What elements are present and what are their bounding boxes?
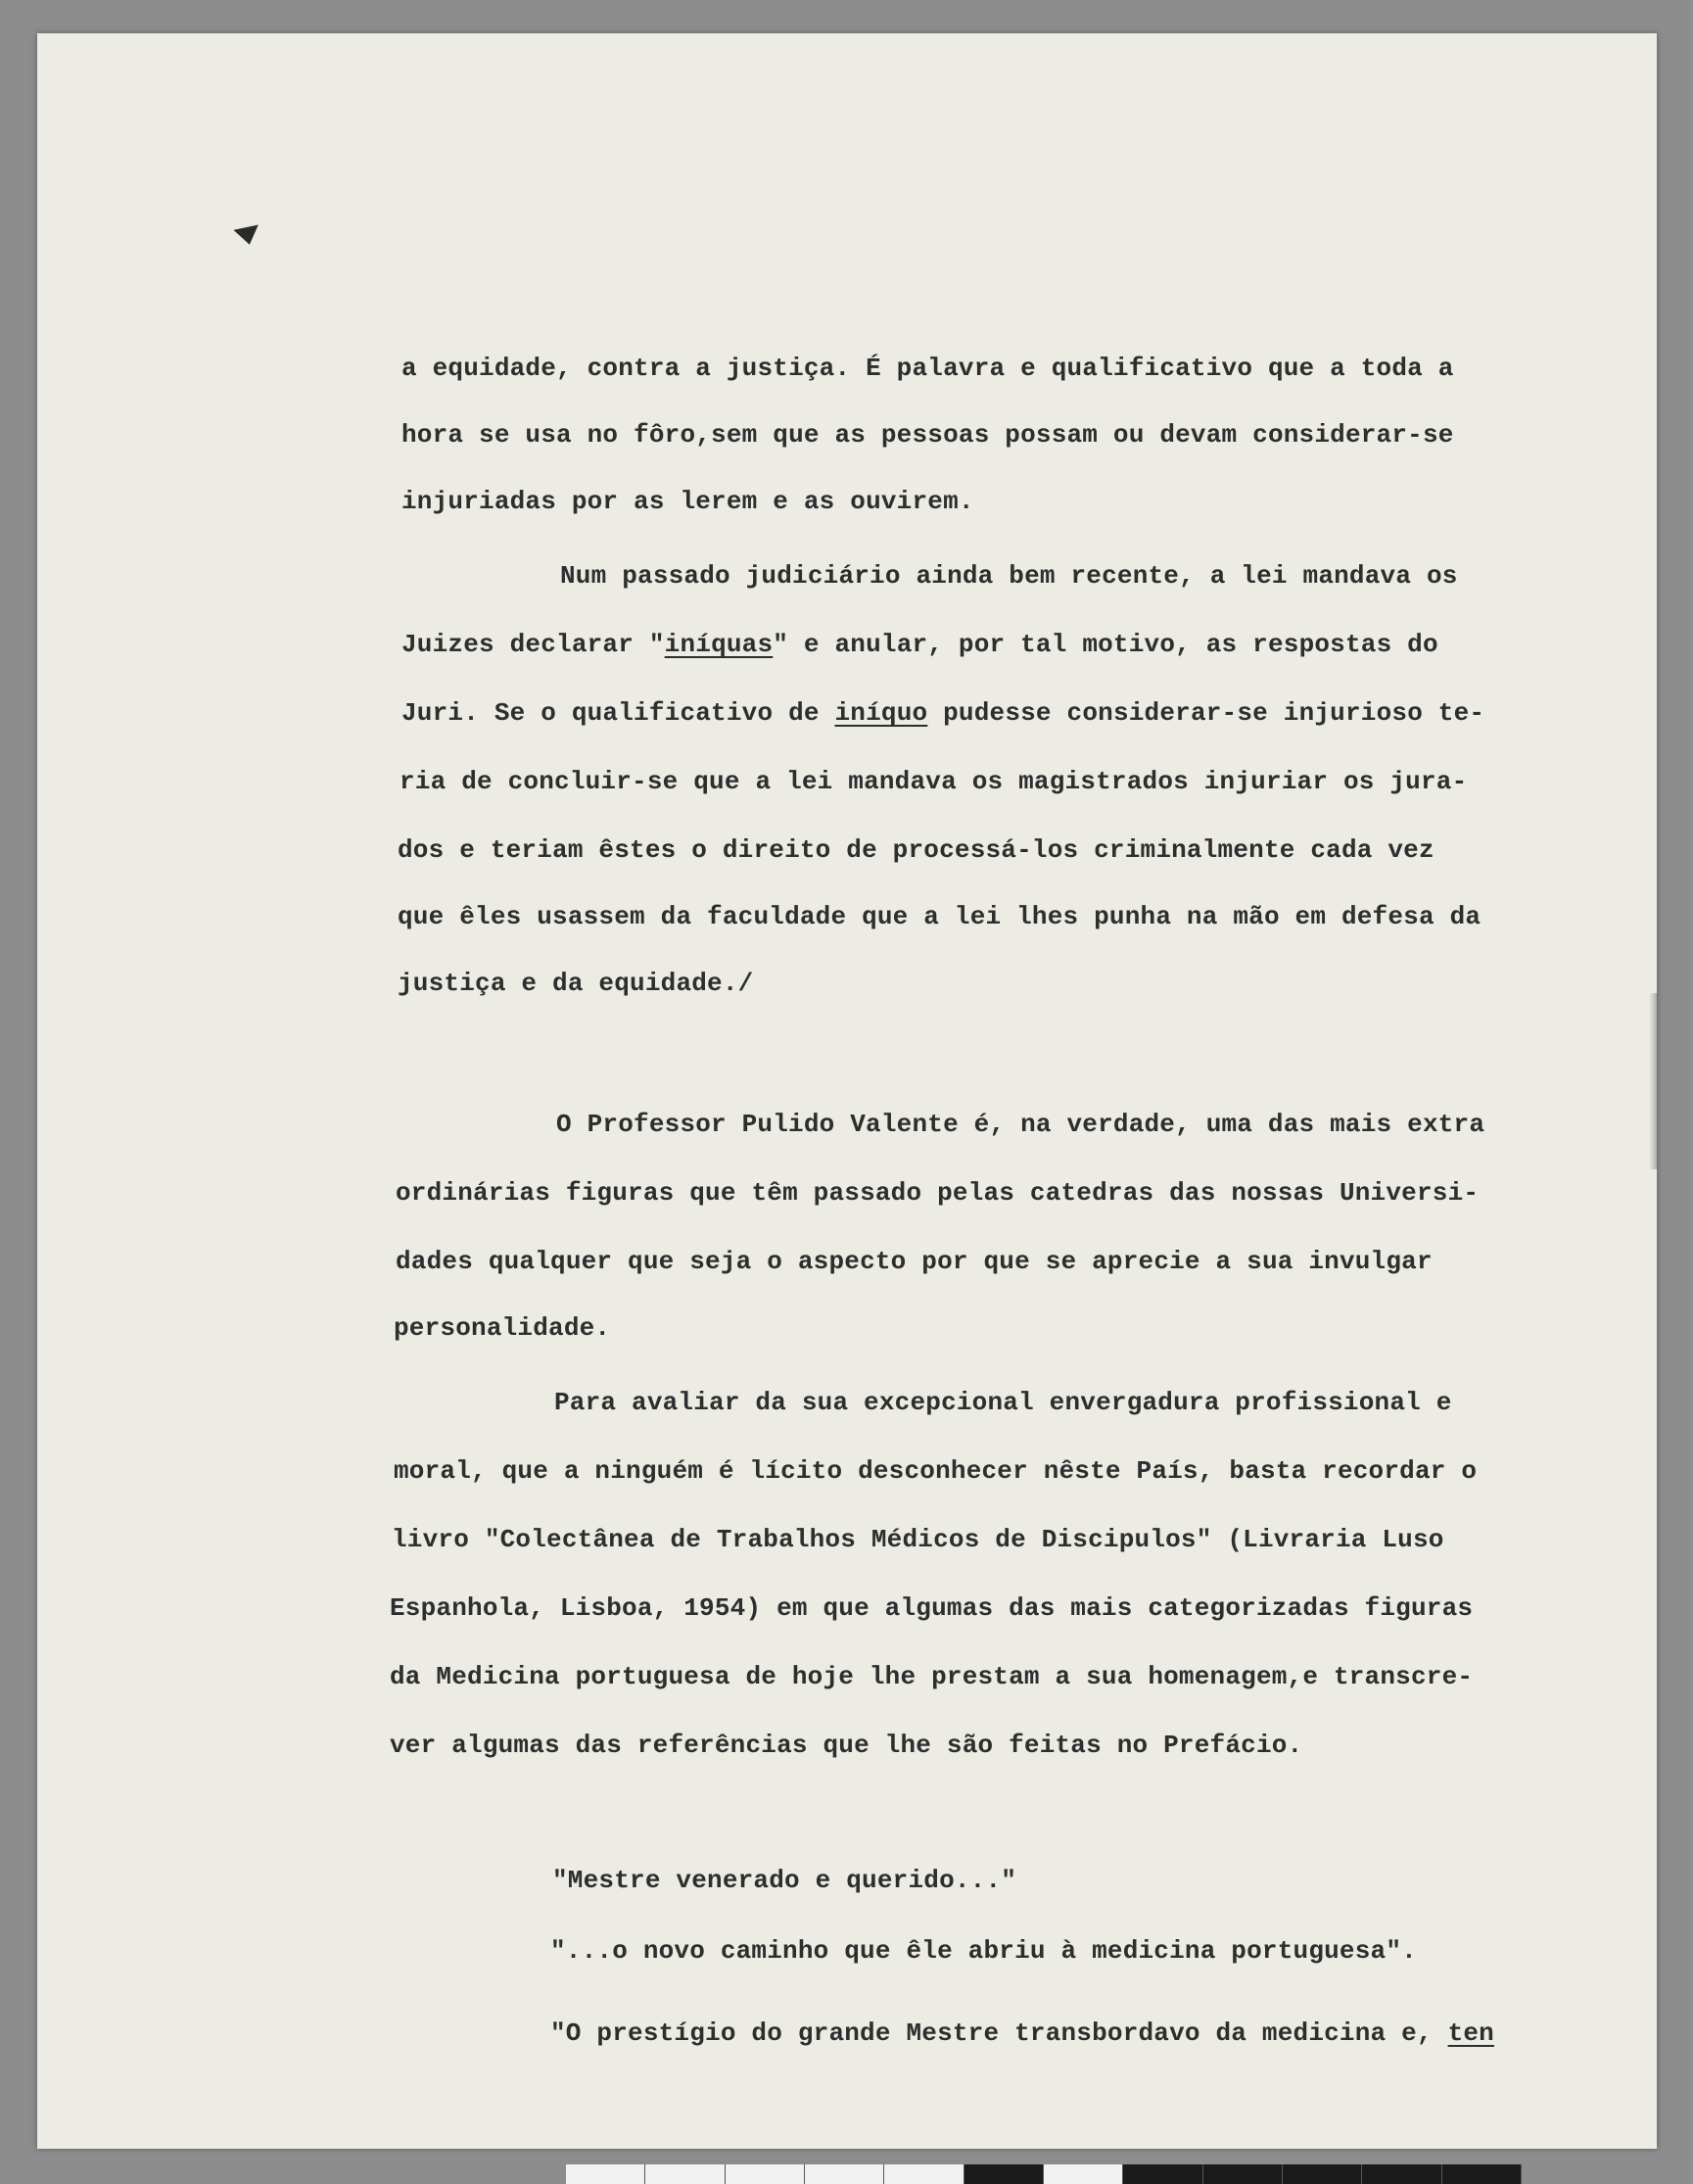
scale-segment	[1123, 2164, 1202, 2184]
scale-segment	[726, 2164, 805, 2184]
text-segment: pudesse considerar-se injurioso te-	[927, 698, 1485, 728]
text-line: injuriadas por as lerem e as ouvirem.	[401, 487, 974, 516]
text-line: O Professor Pulido Valente é, na verdade, uma das mais extra	[556, 1110, 1485, 1139]
text-segment: Juri. Se o qualificativo de	[401, 698, 835, 728]
text-line: a equidade, contra a justiça. É palavra e qualificativo que a toda a	[401, 354, 1454, 383]
text-line: da Medicina portuguesa de hoje lhe prestam a sua homenagem,e transcre-	[390, 1662, 1474, 1691]
text-line: justiça e da equidade./	[398, 969, 754, 998]
text-segment: "O prestígio do grande Mestre transbordavo da medicina e,	[550, 2018, 1448, 2048]
scale-segment	[1362, 2164, 1441, 2184]
text-line: Espanhola, Lisboa, 1954) em que algumas das mais categorizadas figuras	[390, 1593, 1474, 1623]
quote-line	[550, 2018, 1494, 2049]
underlined-word: iníquas	[664, 630, 774, 659]
text-line: Num passado judiciário ainda bem recente, a lei mandava os	[560, 561, 1458, 591]
text-line: personalidade.	[394, 1313, 611, 1343]
scale-segment	[645, 2164, 725, 2184]
scan-scale-bar	[566, 2164, 1522, 2184]
underlined-word: iníquo	[834, 698, 928, 728]
text-line: dos e teriam êstes o direito de processá-los criminalmente cada vez	[398, 835, 1434, 865]
text-line: hora se usa no fôro,sem que as pessoas possam ou devam considerar-se	[401, 420, 1454, 450]
quote-line: "...o novo caminho que êle abriu à medicina portuguesa".	[550, 1936, 1417, 1966]
text-line: ver algumas das referências que lhe são feitas no Prefácio.	[390, 1731, 1303, 1760]
scale-segment	[964, 2164, 1044, 2184]
text-line: que êles usassem da faculdade que a lei lhes punha na mão em defesa da	[398, 902, 1481, 931]
text-line: dades qualquer que seja o aspecto por que se aprecie a sua invulgar	[396, 1247, 1433, 1276]
quote-line: "Mestre venerado e querido..."	[552, 1866, 1017, 1895]
page-edge-shadow	[1649, 993, 1657, 1169]
text-segment: " e anular, por tal motivo, as respostas do	[773, 630, 1438, 659]
scale-segment	[1442, 2164, 1522, 2184]
scale-segment	[1203, 2164, 1283, 2184]
typed-page	[37, 33, 1657, 2149]
text-line	[401, 697, 1484, 729]
text-line: Para avaliar da sua excepcional envergadura profissional e	[554, 1388, 1452, 1417]
scale-segment	[1283, 2164, 1362, 2184]
text-line: moral, que a ninguém é lícito desconhecer nêste País, basta recordar o	[394, 1456, 1478, 1486]
corner-mark	[233, 224, 261, 247]
text-line: ria de concluir-se que a lei mandava os magistrados injuriar os jura-	[400, 767, 1468, 796]
text-segment: Juizes declarar "	[401, 630, 665, 659]
scale-segment	[566, 2164, 645, 2184]
scale-segment	[884, 2164, 964, 2184]
text-line: ordinárias figuras que têm passado pelas catedras das nossas Universi-	[396, 1178, 1480, 1208]
text-line: livro "Colectânea de Trabalhos Médicos de Discipulos" (Livraria Luso	[392, 1525, 1444, 1554]
scale-segment	[805, 2164, 884, 2184]
text-line	[401, 629, 1438, 660]
underlined-word: ten	[1447, 2018, 1494, 2048]
scale-segment	[1044, 2164, 1123, 2184]
